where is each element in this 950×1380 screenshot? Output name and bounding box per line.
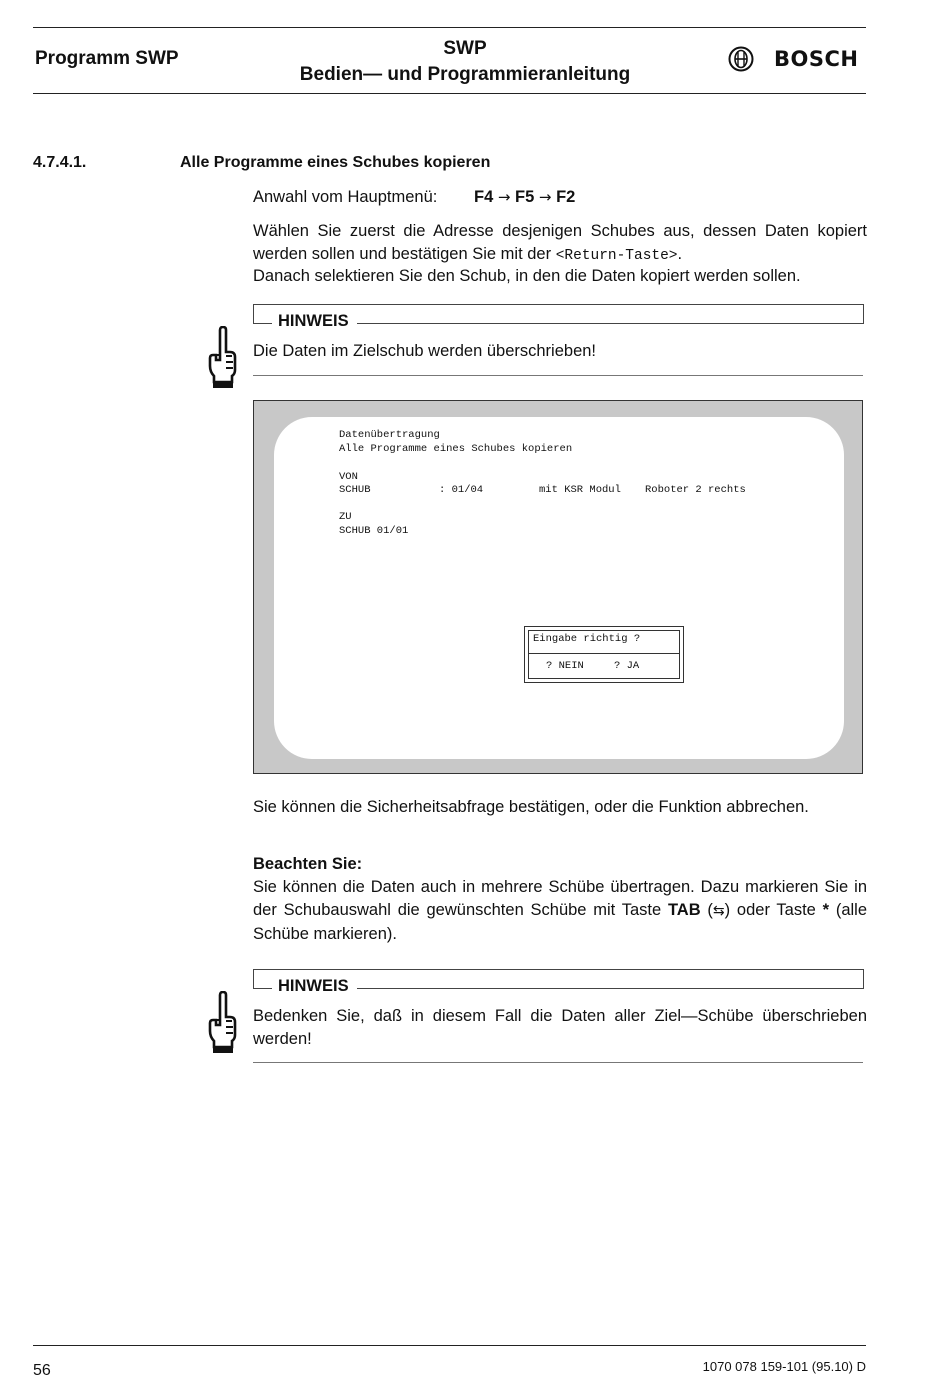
note-bottom-rule [253, 1062, 863, 1063]
instruction-line3: Danach selektieren Sie den Schub, in den die Daten kopiert werden sollen. [253, 267, 801, 285]
tab-arrows-icon: ⇆ [712, 903, 725, 919]
arrow-icon: → [497, 188, 511, 206]
section-number: 4.7.4.1. [33, 154, 87, 171]
instruction-text-end: . [677, 245, 683, 263]
header-program-title: Programm SWP [35, 48, 179, 69]
menu-selection-keys [474, 186, 575, 209]
dialog-separator [529, 653, 679, 654]
screen-title: Datenübertragung [339, 429, 440, 441]
header-bottom-rule [33, 93, 866, 94]
dialog-no-option[interactable]: ? NEIN [546, 660, 584, 672]
tab-key: TAB [667, 901, 701, 919]
note-label: HINWEIS [272, 977, 357, 996]
document-number: 1070 078 159-101 (95.10) D [702, 1359, 866, 1374]
dialog-question: Eingabe richtig ? [533, 633, 641, 645]
note-text: Bedenken Sie, daß in diesem Fall die Daten aller Ziel—Schübe überschrieben werden! [253, 1007, 867, 1048]
bosch-wordmark: BOSCH [774, 47, 859, 71]
star-key: * [822, 901, 830, 919]
note-label: HINWEIS [272, 312, 357, 331]
arrow-icon: → [538, 188, 552, 206]
dialog-yes-option[interactable]: ? JA [614, 660, 640, 672]
footer-rule [33, 1345, 866, 1346]
bosch-logo [728, 46, 858, 72]
screen-roboter: Roboter 2 rechts [645, 484, 746, 496]
page-number: 56 [33, 1362, 51, 1379]
screen-zu-label: ZU [339, 511, 352, 523]
key-f2: F2 [556, 188, 576, 206]
beachten-heading: Beachten Sie: [253, 855, 363, 873]
menu-selection-label: Anwahl vom Hauptmenü: [253, 188, 438, 206]
screen-modul: mit KSR Modul [539, 484, 621, 496]
screen-schub-value: : 01/04 [439, 484, 484, 496]
note-bottom-rule [253, 375, 863, 376]
note-text: Die Daten im Zielschub werden überschrieben! [253, 342, 597, 360]
screen-schub-label: SCHUB [339, 484, 371, 496]
bosch-armature-icon [728, 46, 754, 72]
screen-von-label: VON [339, 471, 358, 483]
header-center-line2: Bedien— und Programmieranleitung [299, 64, 631, 85]
terminal-display [274, 417, 844, 759]
return-key-code: <Return-Taste> [555, 248, 678, 264]
screen-zu-value: SCHUB 01/01 [339, 525, 409, 537]
header-center-line1: SWP [443, 38, 487, 59]
header-top-rule [33, 27, 866, 28]
instruction-paragraph [253, 220, 867, 268]
screen-subtitle: Alle Programme eines Schubes kopieren [339, 443, 573, 455]
pointing-hand-icon [206, 326, 240, 390]
section-title: Alle Programme eines Schubes kopieren [180, 154, 491, 171]
key-f4: F4 [474, 188, 494, 206]
pointing-hand-icon [206, 991, 240, 1055]
header-center-title [265, 36, 665, 88]
instruction-text: Wählen Sie zuerst die Adresse desjenigen Schubes aus, dessen Daten kopiert werden sollen und bestätigen Sie mit der [253, 222, 867, 263]
key-f5: F5 [515, 188, 535, 206]
confirm-paragraph: Sie können die Sicherheitsabfrage bestätigen, oder die Funktion abbrechen. [253, 798, 809, 816]
beachten-paragraph: Sie können die Daten auch in mehrere Schübe übertragen. Dazu markieren Sie in der Schubauswahl die gewünschten Schübe mit Taste TAB (⇆) oder Taste * (alle Schübe markieren). [253, 878, 867, 943]
